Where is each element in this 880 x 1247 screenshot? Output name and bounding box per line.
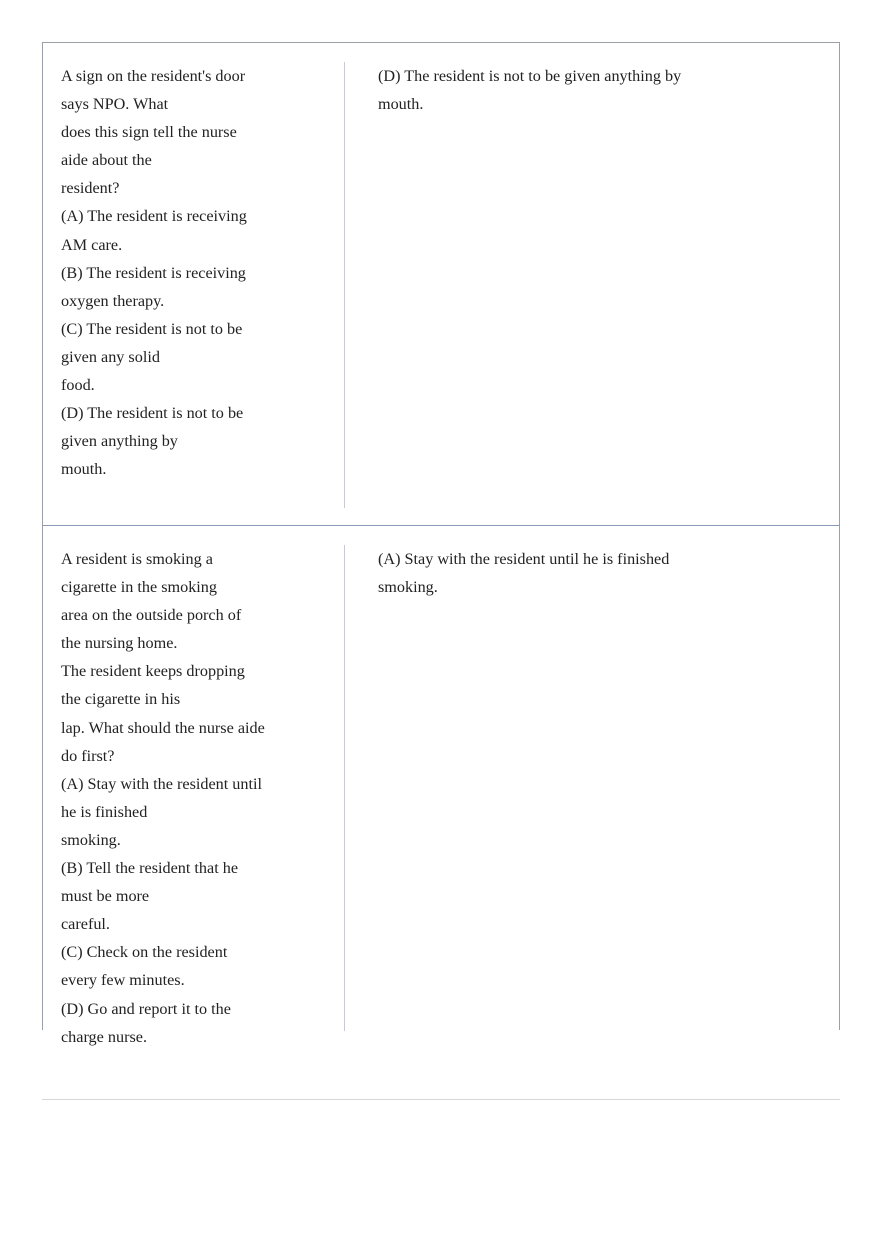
question-line: do first? (61, 746, 115, 765)
answer-line: mouth. (378, 95, 424, 114)
question-line: given any solid (61, 347, 160, 366)
answer-line: (A) Stay with the resident until he is finished (378, 550, 670, 568)
card-question (61, 545, 301, 1051)
question-line: A sign on the resident's door (61, 67, 246, 85)
question-line: (A) The resident is receiving (61, 207, 247, 226)
question-line: charge nurse. (61, 1027, 147, 1046)
question-line: (C) Check on the resident (61, 943, 228, 962)
question-line: oxygen therapy. (61, 291, 165, 310)
question-line: given anything by (61, 432, 178, 451)
question-line: A resident is smoking a (61, 550, 213, 568)
question-line: (A) Stay with the resident until (61, 774, 262, 793)
question-line: (B) Tell the resident that he (61, 859, 239, 878)
question-line: cigarette in the smoking (61, 578, 217, 597)
question-line: (C) The resident is not to be (61, 319, 243, 338)
question-line: aide about the (61, 151, 152, 170)
question-line: AM care. (61, 235, 123, 254)
question-line: food. (61, 376, 95, 395)
flashcard-sheet (42, 42, 840, 1046)
card-answer (378, 62, 718, 118)
flashcard (43, 526, 839, 1046)
answer-line: smoking. (378, 578, 438, 597)
column-divider (344, 545, 345, 1031)
question-line: The resident keeps dropping (61, 662, 245, 681)
answer-line: (D) The resident is not to be given anything by (378, 67, 682, 85)
question-line: resident? (61, 179, 120, 198)
question-line: the nursing home. (61, 634, 178, 653)
question-line: careful. (61, 915, 110, 934)
question-line: says NPO. What (61, 95, 169, 114)
question-line: the cigarette in his (61, 690, 181, 709)
card-answer (378, 545, 718, 601)
question-line: does this sign tell the nurse (61, 123, 237, 142)
column-divider (344, 62, 345, 508)
question-line: must be more (61, 887, 150, 906)
question-line: area on the outside porch of (61, 606, 242, 625)
question-line: (D) The resident is not to be (61, 404, 244, 423)
question-line: every few minutes. (61, 971, 185, 990)
question-line: he is finished (61, 802, 148, 821)
question-line: (B) The resident is receiving (61, 263, 246, 282)
question-line: mouth. (61, 460, 107, 479)
question-line: smoking. (61, 830, 121, 849)
question-line: (D) Go and report it to the (61, 999, 231, 1018)
card-question (61, 62, 289, 483)
footer-divider (42, 1099, 840, 1100)
flashcard (43, 43, 839, 526)
question-line: lap. What should the nurse aide (61, 718, 265, 737)
